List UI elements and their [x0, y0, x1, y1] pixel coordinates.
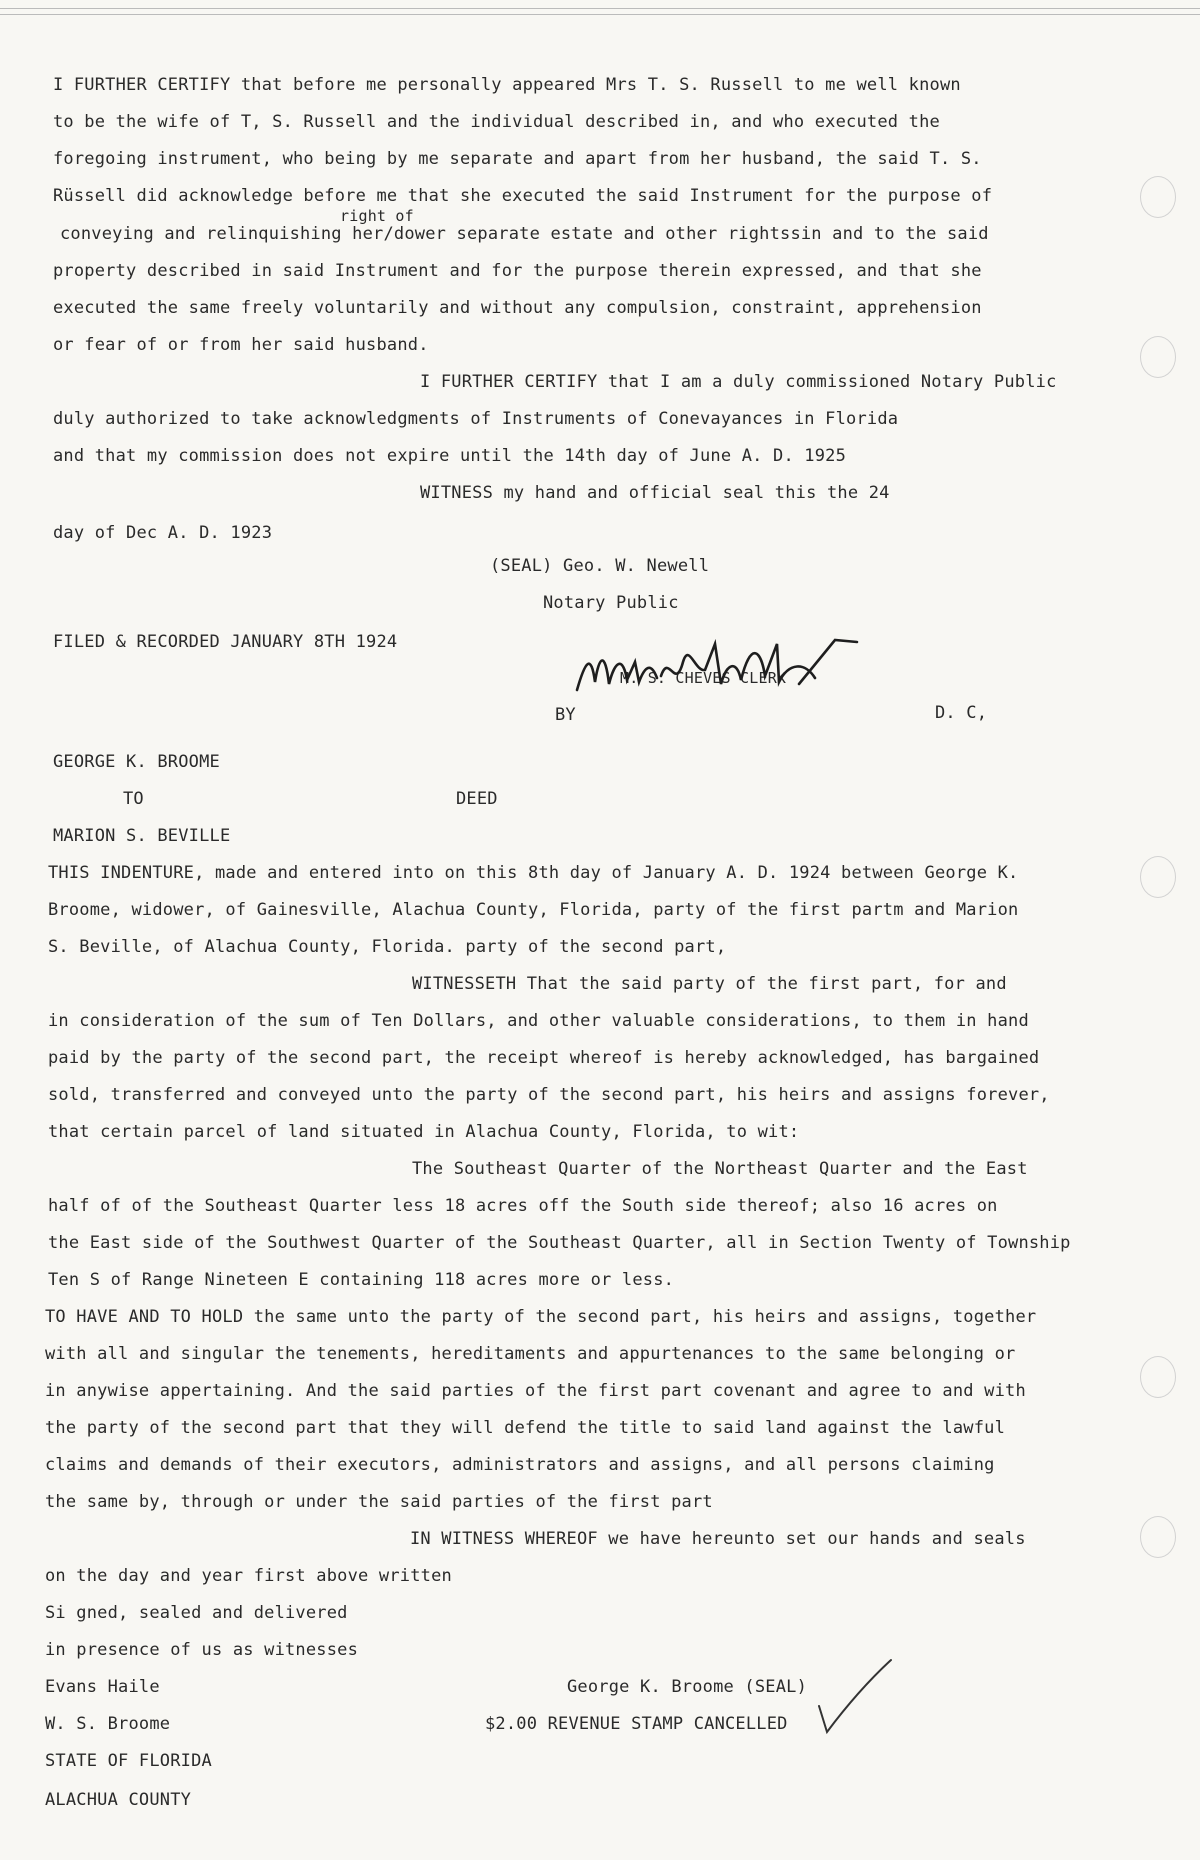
habendum-line-6: the same by, through or under the said parties of the first part	[45, 1492, 713, 1512]
checkmark-icon	[815, 1658, 895, 1738]
state-heading: STATE OF FLORIDA	[45, 1751, 212, 1771]
notary-title: Notary Public	[543, 593, 679, 613]
punch-hole	[1140, 1356, 1176, 1398]
certify-line-2: to be the wife of T, S. Russell and the individual described in, and who executed the	[53, 112, 940, 132]
certify-line-7: executed the same freely voluntarily and without any compulsion, constraint, apprehension	[53, 298, 982, 318]
revenue-stamp: $2.00 REVENUE STAMP CANCELLED	[485, 1714, 788, 1734]
indenture-line-1: THIS INDENTURE, made and entered into on this 8th day of January A. D. 1924 between George K.	[48, 863, 1019, 883]
grantor: GEORGE K. BROOME	[53, 752, 220, 772]
further-certify: I FURTHER CERTIFY that I am a duly commissioned Notary Public	[420, 372, 1057, 392]
grantee: MARION S. BEVILLE	[53, 826, 231, 846]
by-label: BY	[555, 705, 576, 725]
witness-2: W. S. Broome	[45, 1714, 171, 1734]
indenture-line-3: S. Beville, of Alachua County, Florida. party of the second part,	[48, 937, 727, 957]
certify-line-4: Rüssell did acknowledge before me that she executed the said Instrument for the purpose of	[53, 186, 993, 206]
commission-line-1: duly authorized to take acknowledgments of Instruments of Conevayances in Florida	[53, 409, 899, 429]
deputy-clerk-signature	[565, 632, 865, 702]
commission-line-2: and that my commission does not expire until the 14th day of June A. D. 1925	[53, 446, 847, 466]
clerk-name: M. S. CHEVES CLERK	[620, 669, 787, 687]
date-line: day of Dec A. D. 1923	[53, 523, 273, 543]
punch-hole	[1140, 176, 1176, 218]
witness-line: WITNESS my hand and official seal this the 24	[420, 483, 890, 503]
punch-hole	[1140, 1516, 1176, 1558]
deed-label: DEED	[456, 789, 498, 809]
in-witness-line: IN WITNESS WHEREOF we have hereunto set our hands and seals	[410, 1529, 1026, 1549]
insertion-right-of: right of	[340, 207, 414, 225]
county-heading: ALACHUA COUNTY	[45, 1790, 192, 1810]
to-label: TO	[123, 789, 144, 809]
certify-line-8: or fear of or from her said husband.	[53, 335, 429, 355]
presence-line: in presence of us as witnesses	[45, 1640, 359, 1660]
deputy-clerk-abbrev: D. C,	[935, 703, 988, 723]
consideration-line-4: that certain parcel of land situated in Alachua County, Florida, to wit:	[48, 1122, 800, 1142]
notary-name: (SEAL) Geo. W. Newell	[490, 556, 710, 576]
consideration-line-2: paid by the party of the second part, the receipt whereof is hereby acknowledged, has bargained	[48, 1048, 1040, 1068]
description-line-2: half of of the Southeast Quarter less 18 acres off the South side thereof; also 16 acres on	[48, 1196, 998, 1216]
top-rule	[0, 8, 1200, 9]
witness-1: Evans Haile	[45, 1677, 160, 1697]
habendum-line-3: in anywise appertaining. And the said parties of the first part covenant and agree to and with	[45, 1381, 1026, 1401]
habendum-line-4: the party of the second part that they will defend the title to said land against the lawful	[45, 1418, 1006, 1438]
description-line-4: Ten S of Range Nineteen E containing 118 acres more or less.	[48, 1270, 675, 1290]
top-rule-2	[0, 14, 1200, 15]
signed-sealed: Si gned, sealed and delivered	[45, 1603, 348, 1623]
description-line-3: the East side of the Southwest Quarter of the Southeast Quarter, all in Section Twenty of Township	[48, 1233, 1071, 1253]
habendum-line-1: TO HAVE AND TO HOLD the same unto the party of the second part, his heirs and assigns, together	[45, 1307, 1037, 1327]
certify-line-5: conveying and relinquishing her/dower separate estate and other rightssin and to the said	[60, 224, 989, 244]
punch-hole	[1140, 856, 1176, 898]
consideration-line-3: sold, transferred and conveyed unto the party of the second part, his heirs and assigns forever,	[48, 1085, 1050, 1105]
habendum-line-2: with all and singular the tenements, hereditaments and appurtenances to the same belonging or	[45, 1344, 1016, 1364]
consideration-line-1: in consideration of the sum of Ten Dollars, and other valuable considerations, to them in hand	[48, 1011, 1029, 1031]
punch-hole	[1140, 336, 1176, 378]
description-line-1: The Southeast Quarter of the Northeast Quarter and the East	[412, 1159, 1028, 1179]
certify-line-6: property described in said Instrument and for the purpose therein expressed, and that she	[53, 261, 982, 281]
checkmark	[815, 1658, 895, 1738]
witnesseth-line: WITNESSETH That the said party of the first part, for and	[412, 974, 1007, 994]
certify-line-1: I FURTHER CERTIFY that before me personally appeared Mrs T. S. Russell to me well known	[53, 75, 961, 95]
filed-recorded: FILED & RECORDED JANUARY 8TH 1924	[53, 632, 398, 652]
grantor-signature: George K. Broome (SEAL)	[567, 1677, 808, 1697]
certify-line-3: foregoing instrument, who being by me separate and apart from her husband, the said T. S.	[53, 149, 982, 169]
witness-date-line: on the day and year first above written	[45, 1566, 452, 1586]
signature-icon	[565, 632, 865, 702]
indenture-line-2: Broome, widower, of Gainesville, Alachua County, Florida, party of the first partm and Marion	[48, 900, 1019, 920]
habendum-line-5: claims and demands of their executors, administrators and assigns, and all persons claiming	[45, 1455, 995, 1475]
